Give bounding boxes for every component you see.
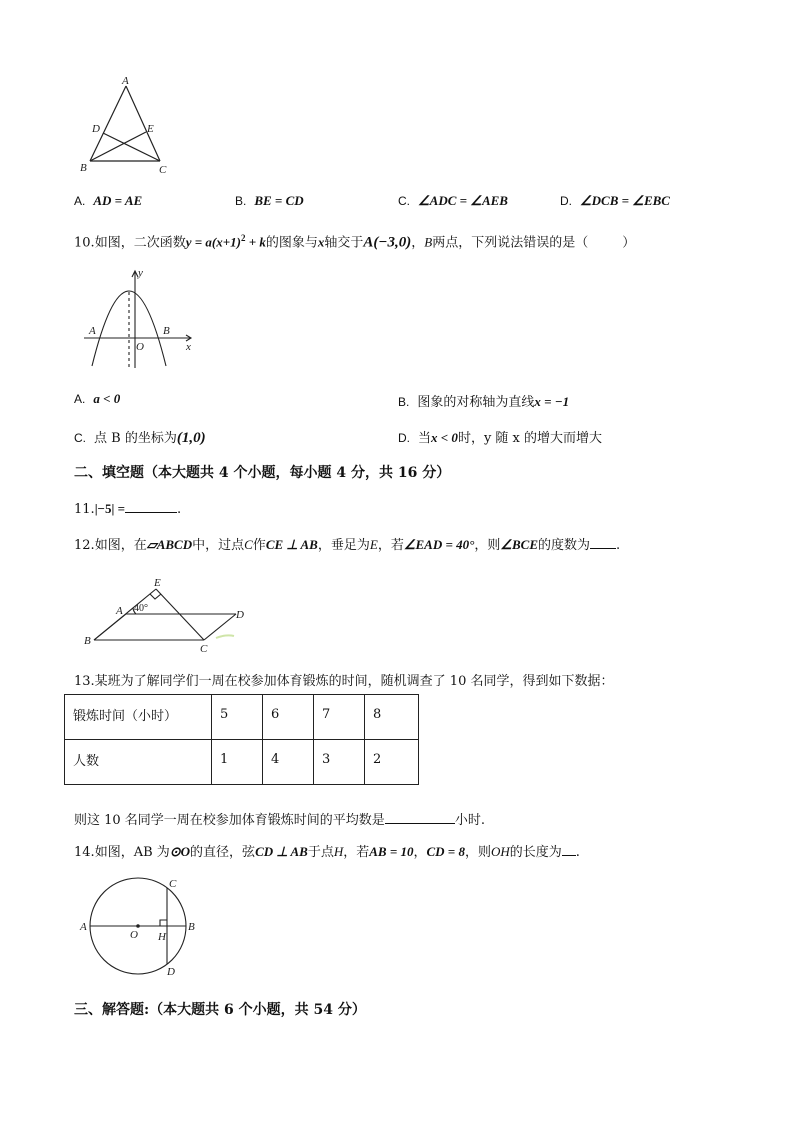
q13-stem: 13.某班为了解同学们一周在校参加体育锻炼的时间，随机调查了 10 名同学，得到如下数据： bbox=[74, 674, 614, 689]
q14-label-d: D bbox=[167, 966, 175, 978]
q12-parallelogram-figure bbox=[80, 574, 250, 654]
q9-label-e: E bbox=[147, 123, 154, 135]
q10-label-y: y bbox=[138, 267, 143, 279]
q12-answer-blank[interactable] bbox=[590, 536, 616, 549]
q12-angle-label: 40° bbox=[134, 603, 148, 614]
q14-label-a: A bbox=[80, 921, 87, 933]
q9-label-d: D bbox=[92, 123, 100, 135]
q9-option-b[interactable] bbox=[235, 193, 304, 209]
q10-option-a[interactable]: A. a < 0 bbox=[74, 391, 121, 406]
option-letter: A. bbox=[74, 194, 86, 208]
table-cell: 3 bbox=[314, 740, 365, 785]
table-cell: 5 bbox=[212, 695, 263, 740]
table-row bbox=[65, 695, 419, 740]
option-letter: D. bbox=[560, 194, 572, 208]
question-number: 12. bbox=[74, 538, 95, 553]
q10-option-b[interactable]: B. 图象的对称轴为直线x = −1 bbox=[398, 394, 570, 410]
table-cell: 1 bbox=[212, 740, 263, 785]
q13-data-table bbox=[64, 694, 419, 785]
q11-stem: 11.|−5| = . bbox=[74, 501, 182, 517]
table-cell: 2 bbox=[365, 740, 419, 785]
table-cell: 锻炼时间（小时） bbox=[65, 695, 212, 740]
q10-point-a: A(−3,0) bbox=[363, 234, 412, 251]
q10-option-d[interactable]: D. 当x < 0时，y 随 x 的增大而增大 bbox=[398, 430, 603, 446]
q9-label-a: A bbox=[122, 75, 129, 87]
question-number: 10. bbox=[74, 235, 95, 251]
option-letter: A. bbox=[74, 392, 86, 406]
option-letter: D. bbox=[398, 431, 410, 445]
table-cell: 人数 bbox=[65, 740, 212, 785]
q14-label-o: O bbox=[130, 929, 138, 941]
table-row bbox=[65, 740, 419, 785]
option-text: ∠ADC = ∠AEB bbox=[418, 193, 508, 208]
q13-answer-blank[interactable] bbox=[385, 811, 455, 824]
option-letter: C. bbox=[74, 431, 86, 445]
q10-label-x: x bbox=[186, 341, 191, 353]
q10-label-a: A bbox=[89, 325, 96, 337]
q12-label-b: B bbox=[84, 635, 91, 647]
q9-label-b: B bbox=[80, 162, 87, 174]
table-cell: 4 bbox=[263, 740, 314, 785]
q11-answer-blank[interactable] bbox=[125, 500, 177, 513]
q10-formula: y = a(x+1) bbox=[185, 234, 241, 250]
q10-stem: 10.如图，二次函数$y = a(x+1)^2 + k$的图象与x轴交于A(−3,0)，B两点，下列说法错误的是（ ） bbox=[74, 233, 636, 251]
q12-label-d: D bbox=[236, 609, 244, 621]
q9-label-c: C bbox=[159, 164, 167, 176]
table-cell: 6 bbox=[263, 695, 314, 740]
q14-answer-blank[interactable] bbox=[562, 843, 576, 856]
question-number: 14. bbox=[74, 845, 95, 860]
q12-label-e: E bbox=[154, 577, 161, 589]
table-cell: 8 bbox=[365, 695, 419, 740]
q12-label-c: C bbox=[200, 643, 208, 654]
q12-label-a: A bbox=[116, 605, 123, 617]
q10-option-c[interactable]: C. 点 B 的坐标为(1,0) bbox=[74, 430, 206, 446]
option-letter: C. bbox=[398, 194, 410, 208]
q9-option-a[interactable] bbox=[74, 193, 142, 209]
q12-stem: 12.如图，在▱ABCD中，过点C作CE ⊥ AB，垂足为E，若∠EAD = 40°，则∠BCE的度数为 . bbox=[74, 537, 621, 553]
option-text: ∠DCB = ∠EBC bbox=[580, 193, 670, 208]
q10-parabola-figure bbox=[78, 264, 198, 374]
section-3-title: 三、解答题:（本大题共 6 个小题，共 54 分） bbox=[74, 1002, 366, 1018]
q10-label-o: O bbox=[136, 341, 144, 353]
section-2-title: 二、填空题（本大题共 4 个小题，每小题 4 分，共 16 分） bbox=[74, 465, 451, 481]
q14-label-c: C bbox=[169, 878, 177, 890]
option-letter: B. bbox=[398, 395, 410, 409]
table-cell: 7 bbox=[314, 695, 365, 740]
option-letter: B. bbox=[235, 194, 247, 208]
option-text: AD = AE bbox=[93, 193, 143, 208]
option-text: BE = CD bbox=[254, 193, 304, 208]
q14-label-b: B bbox=[188, 921, 195, 933]
q14-stem: 14.如图，AB 为⊙O的直径，弦CD ⊥ AB于点H，若AB = 10，CD = 8，则OH的长度为 . bbox=[74, 844, 580, 860]
q14-circle-figure bbox=[78, 874, 208, 978]
q9-triangle-figure bbox=[74, 74, 174, 176]
question-number: 11. bbox=[74, 502, 95, 517]
q10-label-b: B bbox=[163, 325, 170, 337]
q9-option-d[interactable] bbox=[560, 193, 670, 209]
q9-option-c[interactable] bbox=[398, 193, 508, 209]
q13-question: 则这 10 名同学一周在校参加体育锻炼时间的平均数是 小时. bbox=[74, 813, 485, 828]
q14-label-h: H bbox=[158, 931, 166, 943]
